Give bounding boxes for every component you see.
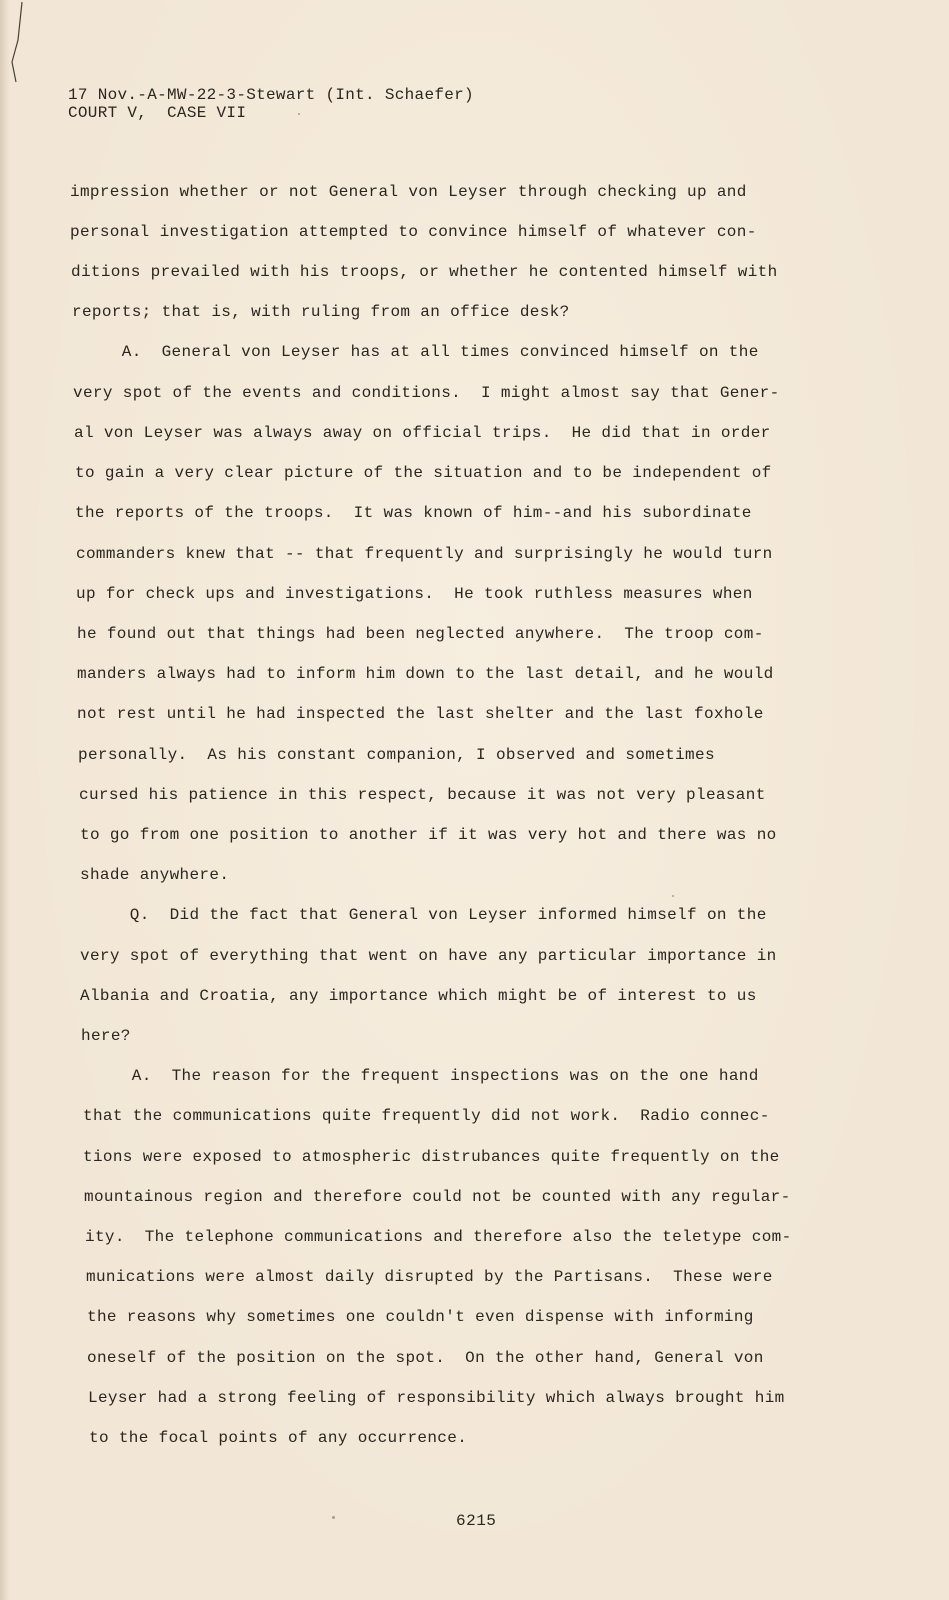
text-line: very spot of the events and conditions. I might almost say that Gener- <box>73 384 780 402</box>
document-header <box>68 86 474 122</box>
text-line: personally. As his constant companion, I observed and sometimes <box>78 746 715 764</box>
text-line: he found out that things had been neglected anywhere. The troop com- <box>77 625 764 643</box>
text-line: the reports of the troops. It was known of him--and his subordinate <box>75 504 752 522</box>
text-line: Albania and Croatia, any importance which might be of interest to us <box>80 987 757 1005</box>
text-line: personal investigation attempted to convince himself of whatever con- <box>70 223 757 241</box>
text-line: reports; that is, with ruling from an office desk? <box>72 303 570 321</box>
text-line: tions were exposed to atmospheric distrubances quite frequently on the <box>83 1148 780 1166</box>
text-line: Q. Did the fact that General von Leyser informed himself on the <box>80 906 767 924</box>
text-line: mountainous region and therefore could not be counted with any regular- <box>84 1188 791 1206</box>
text-line: oneself of the position on the spot. On the other hand, General von <box>87 1349 764 1367</box>
text-line: A. General von Leyser has at all times convinced himself on the <box>72 343 759 361</box>
text-line: not rest until he had inspected the last shelter and the last foxhole <box>77 705 764 723</box>
page-number: 6215 <box>456 1512 497 1530</box>
ink-speck <box>298 113 300 115</box>
text-line: to gain a very clear picture of the situation and to be independent of <box>75 464 772 482</box>
text-line: that the communications quite frequently did not work. Radio connec- <box>83 1107 770 1125</box>
text-line: al von Leyser was always away on official trips. He did that in order <box>74 424 771 442</box>
ink-speck <box>332 1516 335 1519</box>
text-line: commanders knew that -- that frequently and surprisingly he would turn <box>76 545 773 563</box>
text-line: very spot of everything that went on have any particular importance in <box>80 947 777 965</box>
text-line: ditions prevailed with his troops, or whether he contented himself with <box>71 263 778 281</box>
text-line: manders always had to inform him down to the last detail, and he would <box>77 665 774 683</box>
text-line: to go from one position to another if it was very hot and there was no <box>80 826 777 844</box>
text-line: Leyser had a strong feeling of responsibility which always brought him <box>88 1389 785 1407</box>
text-line: up for check ups and investigations. He took ruthless measures when <box>76 585 753 603</box>
text-line: here? <box>81 1027 131 1045</box>
paper-crease-mark <box>0 0 30 120</box>
text-line: munications were almost daily disrupted by the Partisans. These were <box>86 1268 773 1286</box>
text-line: shade anywhere. <box>80 866 230 884</box>
text-line: A. The reason for the frequent inspections was on the one hand <box>82 1067 759 1085</box>
header-court-case-line: COURT V, CASE VII <box>68 104 247 122</box>
text-line: cursed his patience in this respect, because it was not very pleasant <box>79 786 766 804</box>
text-line: to the focal points of any occurrence. <box>89 1429 468 1447</box>
text-line: the reasons why sometimes one couldn't even dispense with informing <box>87 1308 754 1326</box>
page-edge-shadow <box>0 0 10 1600</box>
ink-speck <box>672 895 674 897</box>
text-line: impression whether or not General von Leyser through checking up and <box>70 183 747 201</box>
text-line: ity. The telephone communications and therefore also the teletype com- <box>85 1228 792 1246</box>
header-reference-line: 17 Nov.-A-MW-22-3-Stewart (Int. Schaefer) <box>68 86 474 104</box>
